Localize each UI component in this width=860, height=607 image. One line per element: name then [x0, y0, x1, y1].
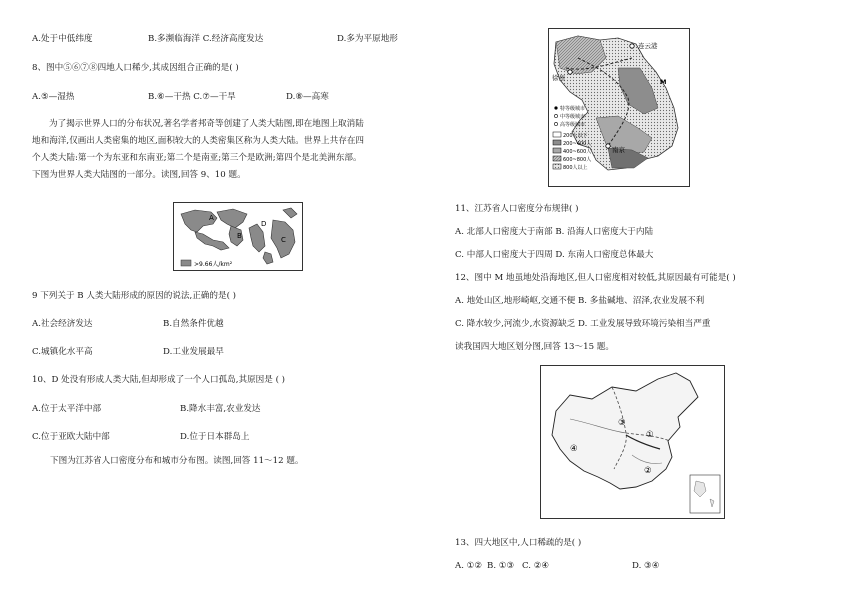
legend-item-6: 400~600人: [563, 149, 592, 155]
map-label-region-1: ①: [646, 430, 654, 440]
q11-stem: 11、江苏省人口密度分布规律( ): [455, 204, 579, 214]
q8-option-d: D.⑧—高寒: [286, 92, 329, 102]
intro-questions-11-12: 下图为江苏省人口密度分布和城市分布图。读图,回答 11～12 题。: [50, 456, 304, 466]
q8-option-a: A.⑤—湿热: [32, 92, 75, 102]
map-label-a: A: [209, 214, 214, 222]
map-label-c: C: [281, 236, 286, 244]
q10-option-b: B.降水丰富,农业发达: [180, 404, 261, 414]
q9-option-d: D.工业发展最早: [163, 347, 224, 357]
q8-stem: 8、图中⑤⑥⑦⑧四地人口稀少,其成因组合正确的是( ): [32, 63, 239, 73]
legend-item-7: 600~800人: [563, 157, 592, 163]
legend-item-2: 中等级城市: [560, 114, 586, 120]
intro-questions-13-15: 读我国四大地区划分图,回答 13～15 题。: [455, 342, 614, 352]
south-china-sea-inset: [690, 475, 720, 513]
legend-label: >9.66人/km²: [194, 261, 233, 268]
map-label-region-4: ④: [570, 444, 578, 454]
q13-stem: 13、四大地区中,人口稀疏的是( ): [455, 538, 582, 548]
legend-swatch: [181, 260, 191, 266]
legend-item-4: 200人以下: [563, 133, 588, 139]
legend-item-3: 高等级城市: [560, 122, 586, 128]
intro-questions-9-10: 为了揭示世界人口的分布状况,著名学者邦奇等创建了人类大陆图,即在地图上取消陆地和海洋,仅画出人类密集的地区,面积较大的人类密集区称为人类大陆。世界上共存在四个人类大陆:第一个为东亚和东南亚;第二个是南亚;第三个是欧洲;第四个是北美洲东部。下图为世界人类大陆图的一部分。读图,回答 9、10 题。: [32, 119, 365, 180]
map-label-region-2: ②: [644, 466, 652, 476]
city-lianyungang: 连云港: [638, 42, 658, 50]
legend-item-8: 800人以上: [563, 165, 588, 171]
legend-item-1: 特等级城市: [560, 106, 586, 112]
q7-option-b-c: B.多濒临海洋 C.经济高度发达: [148, 34, 264, 44]
map-label-b: B: [237, 232, 242, 240]
q10-option-d: D.位于日本群岛上: [180, 432, 250, 442]
q10-option-a: A.位于太平洋中部: [32, 404, 102, 414]
q13-option-b: B. ①③: [487, 561, 515, 571]
q13-option-c: C. ②④: [522, 561, 550, 571]
q11-options-a-b: A. 北部人口密度大于南部 B. 沿海人口密度大于内陆: [455, 227, 654, 237]
map-label-d: D: [261, 220, 267, 228]
city-nanjing: 南京: [612, 146, 625, 154]
map-label-m: M: [660, 78, 667, 86]
world-human-continent-map: [173, 202, 303, 271]
q9-option-a: A.社会经济发达: [32, 319, 93, 329]
q12-options-a-b: A. 地处山区,地形崎岖,交通不便 B. 多盐碱地、沼泽,农业发展不利: [455, 296, 705, 306]
q10-stem: 10、D 处没有形成人类大陆,但却形成了一个人口孤岛,其原因是 ( ): [32, 375, 286, 385]
q9-stem: 9 下列关于 B 人类大陆形成的原因的说法,正确的是( ): [32, 291, 237, 301]
q13-option-d: D. ③④: [632, 561, 660, 571]
q8-option-b-c: B.⑥—干热 C.⑦—干旱: [148, 92, 236, 102]
q10-option-c: C.位于亚欧大陆中部: [32, 432, 110, 442]
legend-item-5: 200~400人: [563, 141, 592, 147]
q9-option-b: B.自然条件优越: [163, 319, 224, 329]
city-xuzhou: 徐州: [552, 74, 565, 82]
map-label-region-3: ③: [618, 418, 626, 428]
q7-option-a: A.处于中低纬度: [32, 34, 93, 44]
q13-option-a: A. ①②: [455, 561, 483, 571]
jiangsu-population-density-map: [548, 28, 690, 187]
q11-options-c-d: C. 中部人口密度大于四周 D. 东南人口密度总体最大: [455, 250, 654, 260]
q12-options-c-d: C. 降水较少,河流少,水资源缺乏 D. 工业发展导致环境污染相当严重: [455, 319, 711, 329]
q7-option-d: D.多为平原地形: [337, 34, 398, 44]
china-four-regions-map: [540, 365, 725, 519]
q12-stem: 12、图中 M 地虽地处沿海地区,但人口密度相对较低,其原因最有可能是( ): [455, 273, 736, 283]
q9-option-c: C.城镇化水平高: [32, 347, 93, 357]
